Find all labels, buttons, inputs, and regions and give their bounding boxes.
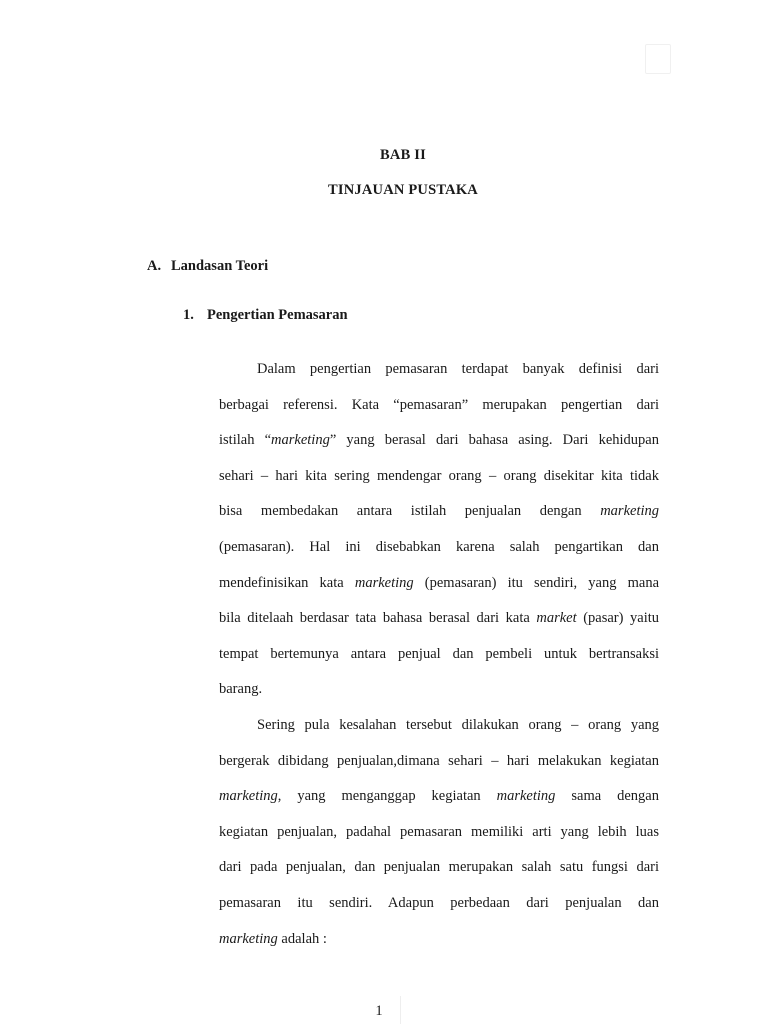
italic-term: marketing [600, 503, 659, 519]
text-run: bila ditelaah berdasar tata bahasa berasal dari kata [219, 610, 537, 626]
italic-term: marketing [271, 432, 330, 448]
subsection-heading [183, 307, 348, 324]
text-run: (pemasaran). Hal ini disebabkan karena salah pengartikan dan [219, 539, 659, 555]
paragraph-1-line [219, 359, 659, 379]
text-run: kegiatan penjualan, padahal pemasaran memiliki arti yang lebih luas [219, 824, 659, 840]
paragraph-1-line [219, 430, 659, 450]
text-run: bisa membedakan antara istilah penjualan dengan [219, 503, 601, 519]
paragraph-1-line [219, 644, 659, 664]
paragraph-1-line [219, 679, 659, 699]
italic-term: marketing [219, 931, 278, 947]
paragraph-2-line [219, 822, 659, 842]
corner-mark [645, 44, 671, 74]
page-number: 1 [375, 1003, 383, 1019]
paragraph-1-line [219, 608, 659, 628]
text-run: tempat bertemunya antara penjual dan pembeli untuk bertransaksi [219, 646, 659, 662]
chapter-title: TINJAUAN PUSTAKA [328, 182, 478, 198]
text-run: ” yang berasal dari bahasa asing. Dari kehidupan [329, 432, 659, 448]
text-run: (pemasaran) itu sendiri, yang mana [413, 575, 659, 591]
paragraph-2-line [219, 715, 659, 735]
paragraph-1-line [219, 501, 659, 521]
paragraph-1-line [219, 573, 659, 593]
text-run: adalah : [277, 931, 327, 947]
text-run: Sering pula kesalahan tersebut dilakukan orang – orang yang [257, 717, 659, 733]
text-run: (pasar) yaitu [576, 610, 660, 626]
text-run: berbagai referensi. Kata “pemasaran” merupakan pengertian dari [219, 397, 659, 413]
italic-term: marketing [219, 788, 278, 804]
chapter-heading: BAB II [380, 147, 426, 163]
text-run: pemasaran itu sendiri. Adapun perbedaan dari penjualan dan [219, 895, 659, 911]
text-run: barang. [219, 681, 263, 697]
italic-term: marketing [354, 575, 414, 591]
paragraph-1-line [219, 395, 659, 415]
text-run: sehari – hari kita sering mendengar orang – orang disekitar kita tidak [219, 468, 659, 484]
paragraph-2-line [219, 929, 659, 949]
text-run: istilah “ [219, 432, 272, 448]
paragraph-2-line [219, 751, 659, 771]
section-letter: A. [147, 258, 162, 274]
paragraph-2-line [219, 893, 659, 913]
paragraph-2-line [219, 857, 659, 877]
subsection-number: 1. [183, 307, 194, 323]
text-run: mendefinisikan kata [219, 575, 355, 591]
paragraph-1-line [219, 537, 659, 557]
section-heading [147, 258, 268, 275]
italic-term: market [536, 610, 577, 626]
italic-term: marketing [496, 788, 556, 804]
text-run: Dalam pengertian pemasaran terdapat banyak definisi dari [257, 361, 659, 377]
paragraph-2-line [219, 786, 659, 806]
text-run: sama dengan [555, 788, 659, 804]
text-run: bergerak dibidang penjualan,dimana sehari – hari melakukan kegiatan [219, 753, 659, 769]
paragraph-1-line [219, 466, 659, 486]
text-run: , yang menganggap kegiatan [277, 788, 497, 804]
subsection-title: Pengertian Pemasaran [207, 307, 348, 323]
text-run: dari pada penjualan, dan penjualan merupakan salah satu fungsi dari [219, 859, 659, 875]
section-title: Landasan Teori [171, 258, 269, 274]
